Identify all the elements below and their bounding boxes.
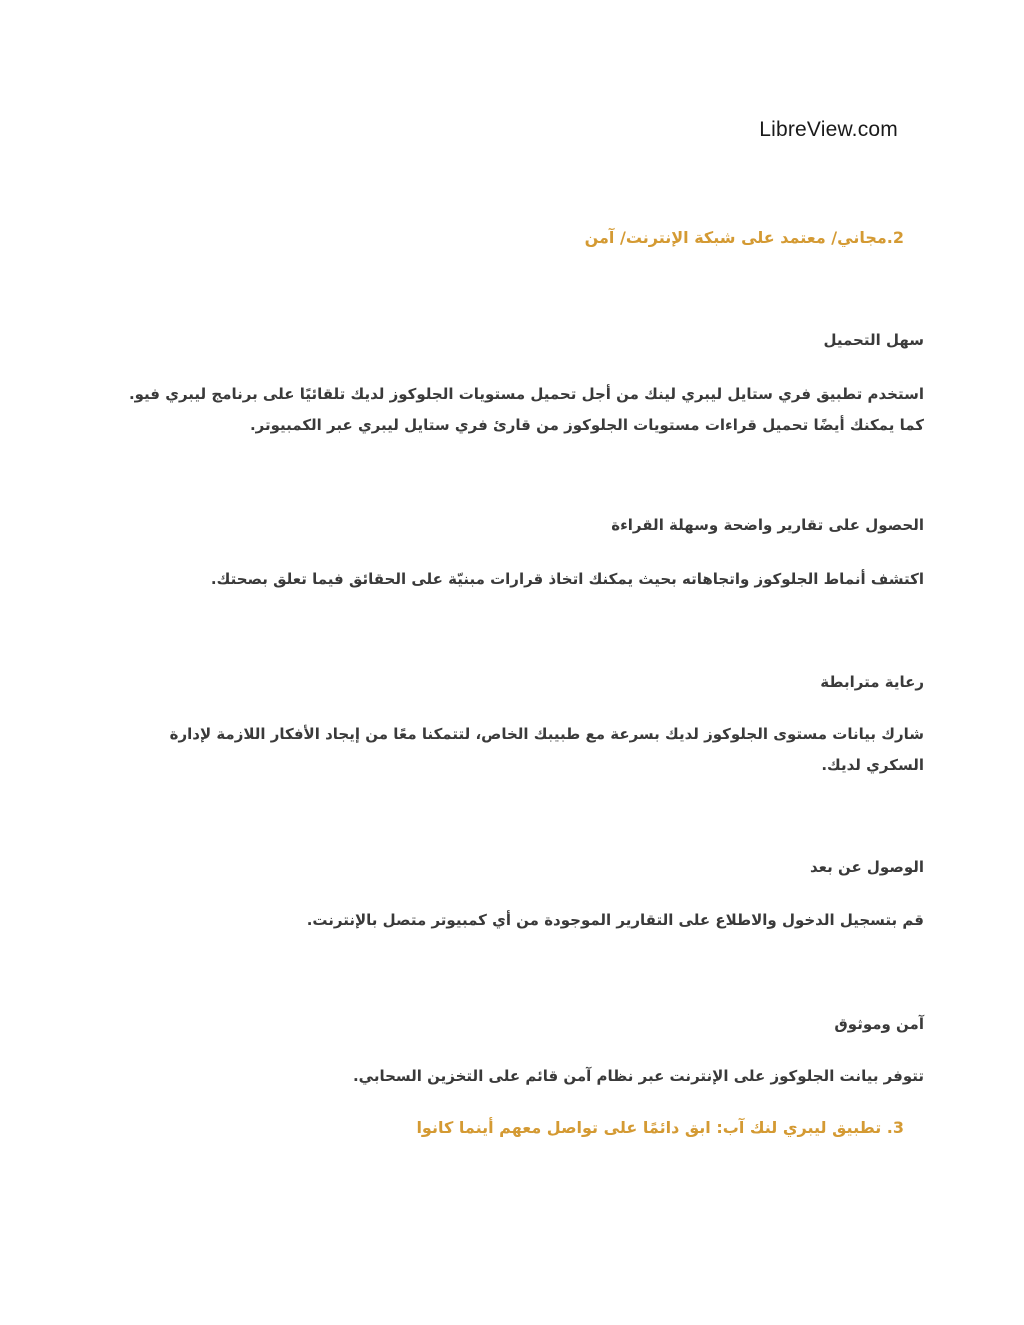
section-paragraph-secure [124,1061,924,1092]
section-heading-3: 3. تطبيق ليبري لنك آب: ابق دائمًا على تواصل معهم أينما كانوا [416,1118,904,1137]
paragraph-line: اكتشف أنماط الجلوكوز واتجاهاته بحيث يمكنك اتخاذ قرارات مبنيّة على الحقائق فيما تعلق بصحتك. [210,570,924,588]
paragraph-line: كما يمكنك أيضًا تحميل قراءات مستويات الجلوكوز من قارئ فري ستايل ليبري عبر الكمبيوتر. [249,416,924,434]
paragraph-line: قم بتسجيل الدخول والاطلاع على التقارير الموجودة من أي كمبيوتر متصل بالإنترنت. [306,911,924,929]
paragraph-line: شارك بيانات مستوى الجلوكوز لديك بسرعة مع طبيبك الخاص، لتتمكنا معًا من إيجاد الأفكار اللازمة لإدارة [169,725,924,743]
paragraph-line: تتوفر بيانت الجلوكوز على الإنترنت عبر نظام آمن قائم على التخزين السحابي. [352,1067,924,1085]
section-title-connected-care: رعاية مترابطة [820,673,924,691]
section-paragraph-clear-reports [124,564,924,595]
section-title-clear-reports: الحصول على تقارير واضحة وسهلة القراءة [611,516,924,534]
section-paragraph-easy-upload [124,379,924,441]
section-title-remote-access: الوصول عن بعد [809,858,924,876]
section-title-secure: آمن وموثوق [834,1015,924,1033]
section-heading-2: 2.مجاني/ معتمد على شبكة الإنترنت/ آمن [584,228,904,247]
section-paragraph-remote-access [124,905,924,936]
paragraph-line: استخدم تطبيق فري ستايل ليبري لينك من أجل تحميل مستويات الجلوكوز لديك تلقائيًا على برنامج ليبري فيو. [128,385,924,403]
section-paragraph-connected-care [124,719,924,781]
paragraph-line: السكري لديك. [821,756,924,774]
section-title-easy-upload: سهل التحميل [823,331,924,349]
site-url: LibreView.com [759,118,898,141]
